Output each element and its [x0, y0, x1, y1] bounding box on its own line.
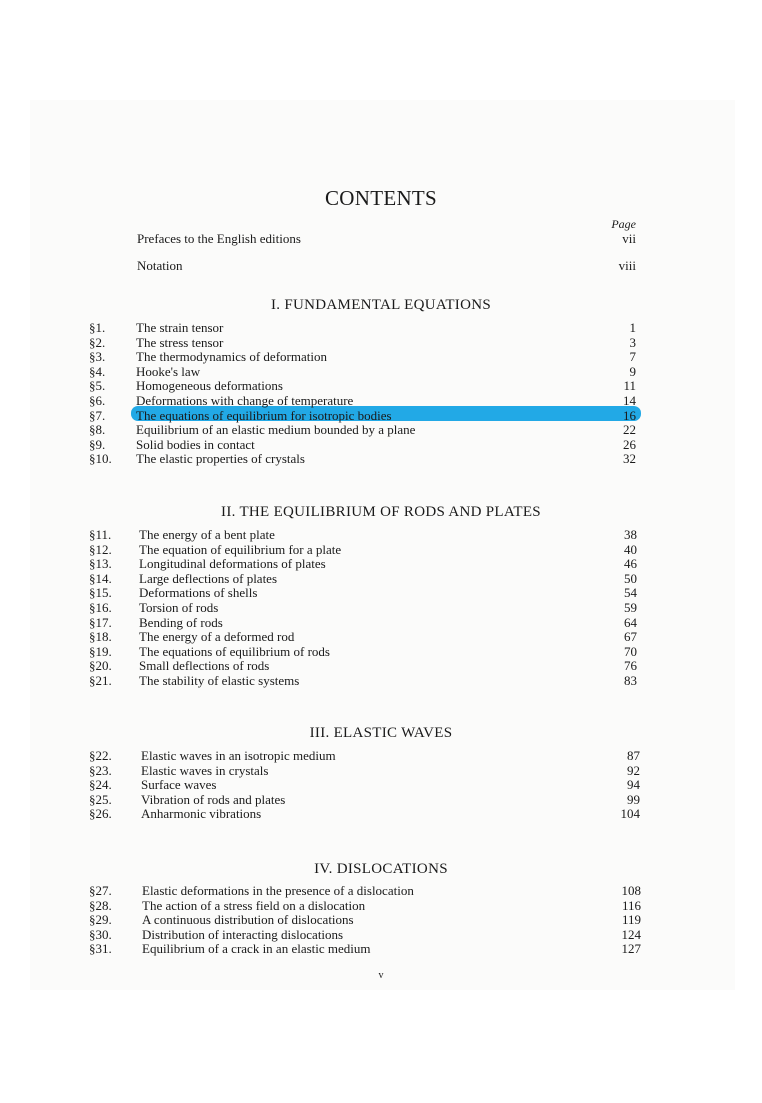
section-number: §20. [89, 658, 112, 674]
section-number: §24. [89, 777, 112, 793]
section-number: §14. [89, 570, 112, 586]
section-title[interactable]: Homogeneous deformations [136, 378, 283, 394]
toc-entry[interactable] [89, 528, 637, 543]
section-page-number: 94 [627, 777, 640, 793]
front-matter-prefaces-page: vii [622, 231, 636, 246]
section-number: §2. [89, 334, 106, 350]
toc-entry[interactable] [89, 645, 637, 660]
section-number: §21. [89, 673, 112, 688]
toc-entry[interactable] [89, 452, 636, 467]
section-page-number: 7 [629, 349, 636, 365]
section-page-number: 9 [629, 363, 636, 379]
toc-entry[interactable] [89, 793, 640, 808]
section-page-number: 116 [621, 897, 641, 913]
section-page-number: 32 [623, 451, 636, 467]
toc-entry[interactable] [89, 394, 636, 409]
toc-entry[interactable] [89, 764, 640, 779]
section-title[interactable]: Hooke's law [136, 363, 201, 379]
section-title[interactable]: The energy of a deformed rod [139, 629, 295, 645]
section-number: §27. [89, 883, 112, 898]
toc-entry[interactable] [89, 409, 636, 424]
section-title[interactable]: The elastic properties of crystals [136, 451, 305, 467]
section-title[interactable]: The strain tensor [136, 320, 224, 335]
section-page-number: 3 [629, 334, 636, 350]
toc-entry[interactable] [89, 913, 641, 928]
section-title[interactable]: Equilibrium of an elastic medium bounded by a plane [136, 422, 416, 438]
toc-entry[interactable] [89, 365, 636, 380]
toc-entry[interactable] [89, 749, 640, 764]
toc-entry[interactable] [89, 557, 637, 572]
section-number: §31. [89, 941, 112, 957]
section-title[interactable]: Bending of rods [139, 614, 223, 630]
section-title[interactable]: The equation of equilibrium for a plate [139, 541, 342, 557]
section-title[interactable]: Torsion of rods [139, 600, 219, 615]
section-page-number: 22 [623, 422, 636, 438]
front-matter-notation-page: viii [618, 258, 636, 273]
section-page-number: 59 [624, 600, 637, 615]
page-folio: v [378, 970, 384, 981]
section-page-number: 67 [624, 629, 637, 645]
toc-entry[interactable] [89, 572, 637, 587]
section-number: §19. [89, 643, 112, 659]
section-number: §28. [89, 897, 112, 913]
section-number: §5. [89, 378, 106, 394]
section-title[interactable]: Elastic deformations in the presence of a dislocation [142, 883, 414, 898]
section-number: §17. [89, 614, 112, 630]
section-page-number: 11 [623, 378, 636, 394]
chapter-3-heading: III. ELASTIC WAVES [309, 725, 453, 741]
section-page-number: 14 [623, 393, 636, 408]
section-title[interactable]: Large deflecti⁠ons of plates [139, 570, 278, 586]
section-title[interactable]: Vibration of rods and plates [141, 791, 286, 807]
section-page-number: 119 [621, 912, 641, 928]
toc-entry[interactable] [89, 928, 641, 943]
section-title[interactable]: The energy of a bent plate [139, 527, 275, 542]
section-page-number: 54 [624, 585, 637, 601]
toc-entry[interactable] [89, 350, 636, 365]
section-number: §25. [89, 791, 112, 807]
front-matter-prefaces-label[interactable]: Prefaces to the English editions [137, 231, 301, 246]
section-number: §9. [89, 436, 106, 452]
section-number: §18. [89, 629, 112, 645]
section-title[interactable]: Deformations with change of temperature [136, 393, 354, 408]
toc-entry[interactable] [89, 336, 636, 351]
section-number: §13. [89, 556, 112, 572]
section-page-number: 83 [624, 673, 637, 688]
section-page-number: 92 [627, 762, 640, 778]
section-title[interactable]: Longitudinal deformations of plates [139, 556, 326, 572]
section-page-number: 46 [624, 556, 637, 572]
section-number: §26. [89, 806, 112, 822]
toc-entry[interactable] [89, 543, 637, 558]
toc-entry[interactable] [89, 586, 637, 601]
section-page-number: 76 [624, 658, 637, 674]
toc-entry[interactable] [89, 438, 636, 453]
section-title[interactable]: Deformations of shells [139, 585, 258, 601]
section-number: §11. [89, 527, 112, 542]
section-number: §8. [89, 422, 106, 438]
toc-entry[interactable] [89, 379, 636, 394]
section-number: §30. [89, 926, 112, 942]
section-number: §29. [89, 912, 112, 928]
section-title[interactable]: The stability of elastic systems [139, 673, 300, 688]
section-number: §15. [89, 585, 112, 601]
section-number: §3. [89, 349, 106, 365]
section-title[interactable]: The stress tensor [136, 334, 224, 350]
section-title[interactable]: Surface waves [141, 777, 217, 793]
section-title[interactable]: A continuous distribution of dislocations [142, 912, 354, 928]
chapter-2-heading: II. THE EQUILIBRIUM OF RODS AND PLATES [221, 504, 541, 520]
section-page-number: 50 [624, 570, 637, 586]
section-title[interactable]: Small deflections of rods [139, 658, 270, 674]
contents-title: CONTENTS [324, 186, 438, 210]
section-number: §6. [89, 393, 106, 408]
section-page-number: 127 [621, 941, 641, 957]
section-title[interactable]: Elastic waves in crystals [141, 762, 269, 778]
section-number: §1. [89, 320, 106, 335]
section-title[interactable]: The action of a stress field on a dislocation [142, 897, 366, 913]
section-page-number: 16 [623, 407, 636, 423]
section-title[interactable]: Anharmonic vibrations [141, 806, 262, 822]
section-title[interactable]: Equilibrium of a crack in an elastic medium [142, 941, 371, 957]
section-page-number: 108 [621, 883, 641, 898]
section-number: §22. [89, 748, 112, 763]
section-number: §4. [89, 363, 106, 379]
front-matter-notation-label[interactable]: Notation [137, 258, 183, 273]
section-title[interactable]: The thermodynamics of deformation [136, 349, 327, 365]
chapter-4-heading: IV. DISLOCATIONS [314, 861, 448, 877]
section-title[interactable]: Solid bodies in contact [136, 436, 255, 452]
section-number: §12. [89, 541, 112, 557]
toc-entry[interactable] [89, 659, 637, 674]
section-title[interactable]: Elastic waves in an isotropic medium [141, 748, 336, 763]
chapter-1-heading: I. FUNDAMENTAL EQUATIONS [270, 297, 491, 313]
section-page-number: 1 [629, 320, 636, 335]
toc-entry[interactable] [89, 899, 641, 914]
section-title[interactable]: The equations of equilibrium for isotropic bodies [136, 407, 392, 423]
section-title[interactable]: Distribution of interacting dislocations [142, 926, 344, 942]
section-page-number: 87 [627, 748, 640, 763]
section-number: §16. [89, 600, 112, 615]
section-page-number: 26 [623, 436, 636, 452]
section-number: §10. [89, 451, 112, 467]
section-page-number: 64 [624, 614, 637, 630]
toc-entry[interactable] [89, 321, 636, 336]
toc-entry[interactable] [89, 884, 641, 899]
section-title[interactable]: The equations of equilibrium of rods [139, 643, 330, 659]
toc-entry[interactable] [89, 601, 637, 616]
toc-entry[interactable] [89, 807, 640, 822]
page-column-label: Page [611, 217, 636, 231]
section-page-number: 124 [621, 926, 641, 942]
section-page-number: 70 [624, 643, 637, 659]
section-page-number: 99 [627, 791, 640, 807]
toc-entry[interactable] [89, 778, 640, 793]
section-page-number: 40 [624, 541, 637, 557]
section-number: §23. [89, 762, 112, 778]
section-page-number: 104 [620, 806, 640, 822]
section-page-number: 38 [624, 527, 637, 542]
toc-entry[interactable] [89, 942, 641, 957]
section-number: §7. [89, 407, 106, 423]
toc-entry[interactable] [89, 423, 636, 438]
toc-entry[interactable] [89, 616, 637, 631]
toc-entry[interactable] [89, 674, 637, 689]
toc-entry[interactable] [89, 630, 637, 645]
